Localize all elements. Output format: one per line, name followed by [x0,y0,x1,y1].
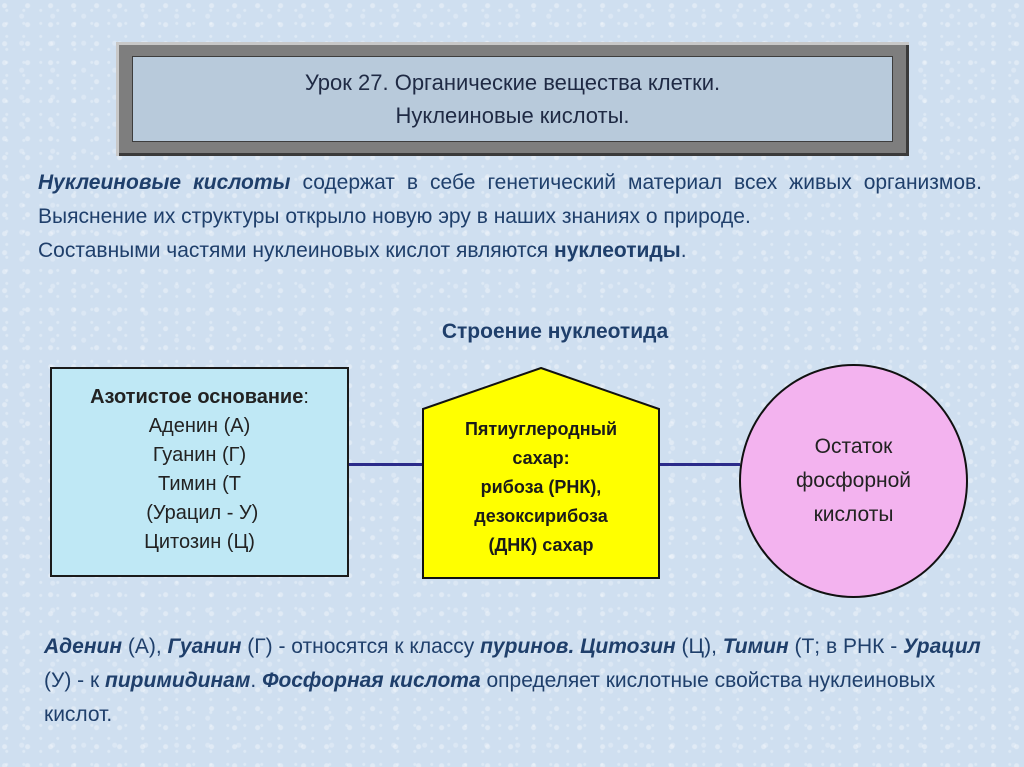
connector-right [660,463,740,466]
intro-text-1: содержат в себе генетический материал всех живых организмов. Выяснение их структуры открыло новую эру в наших знаниях о природе. [38,171,983,228]
term-phosphoric-acid: Фосфорная кислота [262,669,481,692]
text-chunk: (Г) - относятся к классу [241,635,481,658]
text-chunk: (Ц), [675,635,723,658]
sugar-line: дезоксирибоза [474,506,608,526]
phosphate-line: фосфорной [795,469,912,492]
term-guanine: Гуанин [167,635,242,658]
diagram-title: Строение нуклеотида [441,320,669,343]
sugar-pentagon [422,367,660,579]
phosphate-line: Остаток [814,435,893,458]
text-chunk: (У) - к [44,669,106,692]
title-line-2: Нуклеиновые кислоты. [395,103,630,128]
term-adenine: Аденин [44,635,123,658]
title-line-1: Урок 27. Органические вещества клетки. [304,70,721,95]
nitrogen-base-box [50,367,349,577]
phosphate-circle [739,364,968,598]
text-chunk: (Т; в РНК - [788,635,904,658]
bottom-paragraph [44,630,984,732]
sugar-line: рибоза (РНК), [480,477,602,497]
nitrogen-base-heading-text: Азотистое основание [90,386,304,408]
base-item: Гуанин (Г) [152,444,247,466]
intro-nucleotides: нуклеотиды [554,239,681,262]
intro-period: . [680,239,687,262]
term-uracil: Урацил [903,635,981,658]
title-frame [116,42,909,156]
intro-term: Нуклеиновые кислоты [38,171,291,194]
sugar-line: сахар: [512,448,570,468]
intro-paragraph [38,166,982,268]
sugar-line: (ДНК) сахар [488,535,594,555]
sugar-text [422,415,660,560]
title-panel [132,56,893,142]
nitrogen-base-colon: : [303,386,309,408]
term-thymine: Тимин [722,635,789,658]
base-item: Аденин (А) [148,415,251,437]
base-item: Тимин (Т [158,473,241,495]
base-item: Цитозин (Ц) [144,531,255,553]
nitrogen-base-heading [52,383,347,412]
term-purines-cytosine: пуринов. Цитозин [480,635,676,658]
term-pyrimidines: пиримидинам [105,669,251,692]
text-chunk: . [250,669,263,692]
phosphate-line: кислоты [813,503,894,526]
sugar-line: Пятиуглеродный [464,419,618,439]
intro-text-2: Составными частями нуклеиновых кислот являются [38,239,555,262]
base-item: (Урацил - У) [140,502,259,524]
text-chunk: (А), [122,635,168,658]
text-chunk: определяет кислотные свойства нуклеиновых кислот. [44,669,936,726]
connector-left [349,463,423,466]
